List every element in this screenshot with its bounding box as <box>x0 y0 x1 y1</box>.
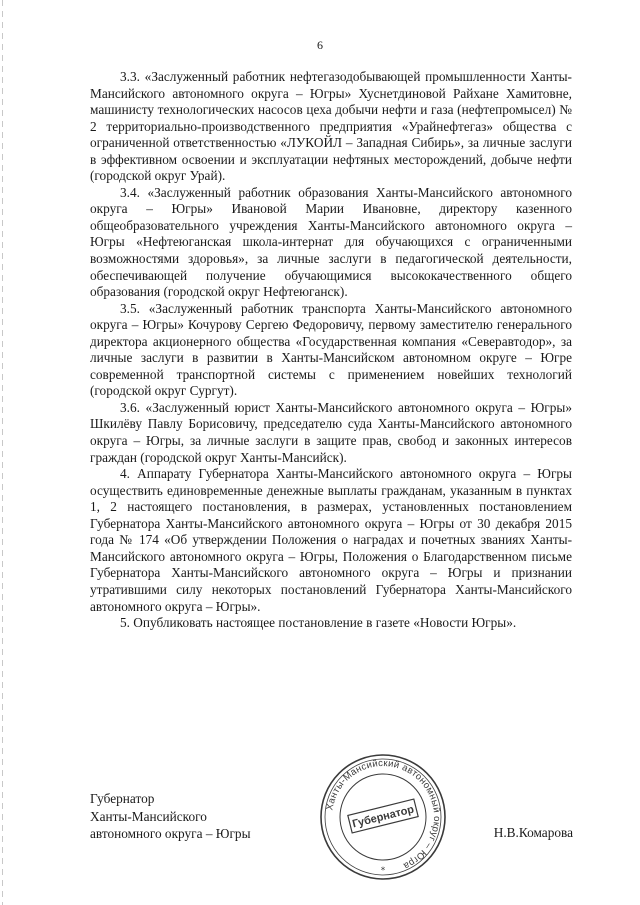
official-seal <box>318 752 448 882</box>
seal-ring-textpath: Ханты-Мансийский автономный округ – Югра <box>324 757 443 872</box>
signature-title-line-1: Губернатор <box>90 791 155 806</box>
signature-title-line-3: автономного округа – Югры <box>90 826 251 841</box>
paragraph-3-4: 3.4. «Заслуженный работник образования Ханты-Мансийского автономного округа – Югры» Ивановой Марии Ивановне, директору казенного общеобразовательного учреждения Ханты-Мансийского автономного округа – Югры «Нефтеюганская школа-интернат для обучающихся с ограниченными возможностями здоровья», за личные заслуги в педагогической деятельности, обеспечивающей получение обучающимися высококачественного общего образования (городской округ Нефтеюганск). <box>90 184 572 300</box>
paragraph-4: 4. Аппарату Губернатора Ханты-Мансийского автономного округа – Югры осуществить единовременные денежные выплаты гражданам, указанным в пунктах 1, 2 настоящего постановления, в размерах, установленных постановлением Губернатора Ханты-Мансийского автономного округа – Югры от 30 декабря 2015 года № 174 «Об утверждении Положения о наградах и почетных званиях Ханты-Мансийского автономного округа – Югры, Положения о Благодарственном письме Губернатора Ханты-Мансийского автономного округа – Югры и признании утратившими силу некоторых постановлений Губернатора Ханты-Мансийского автономного округа – Югры». <box>90 466 572 614</box>
signature-title <box>90 790 251 843</box>
signature-title-line-2: Ханты-Мансийского <box>90 808 207 824</box>
paragraph-5: 5. Опубликовать настоящее постановление в газете «Новости Югры». <box>120 615 517 631</box>
paragraph-3-5: 3.5. «Заслуженный работник транспорта Ханты-Мансийского автономного округа – Югры» Кочурову Сергею Федоровичу, первому заместителю генерального директора акционерного общества «Государственная компания «Северавтодор», за личные заслуги в развитии в Ханты-Мансийском автономном округе – Югре современной транспортной системы с применением новейших технологий (городской округ Сургут). <box>90 300 572 399</box>
document-body <box>90 69 572 632</box>
signer-name: Н.В.Комарова <box>493 825 573 840</box>
paragraph-3-6: 3.6. «Заслуженный юрист Ханты-Мансийского автономного округа – Югры» Шкилёву Павлу Борисовичу, председателю суда Ханты-Мансийского автономного округа – Югры, за личные заслуги в защите прав, свобод и законных интересов граждан (городской округ Ханты-Мансийск). <box>90 399 572 465</box>
paragraph-3-3: 3.3. «Заслуженный работник нефтегазодобывающей промышленности Ханты-Мансийского автономного округа – Югры» Хуснетдиновой Райхане Хамитовне, машинисту технологических насосов цеха добычи нефти и газа (нефтепромысел) № 2 территориально-производственного предприятия «Урайнефтегаз» общества с ограниченной ответственностью «ЛУКОЙЛ – Западная Сибирь», за личные заслуги в эффективном освоении и эксплуатации нефтяных месторождений, добыче нефти (городской округ Урай). <box>90 69 572 184</box>
scan-edge-line <box>2 0 3 905</box>
page-number: 6 <box>317 38 323 52</box>
seal-star: * <box>380 866 386 876</box>
seal-center-text: Губернатор <box>351 803 416 831</box>
